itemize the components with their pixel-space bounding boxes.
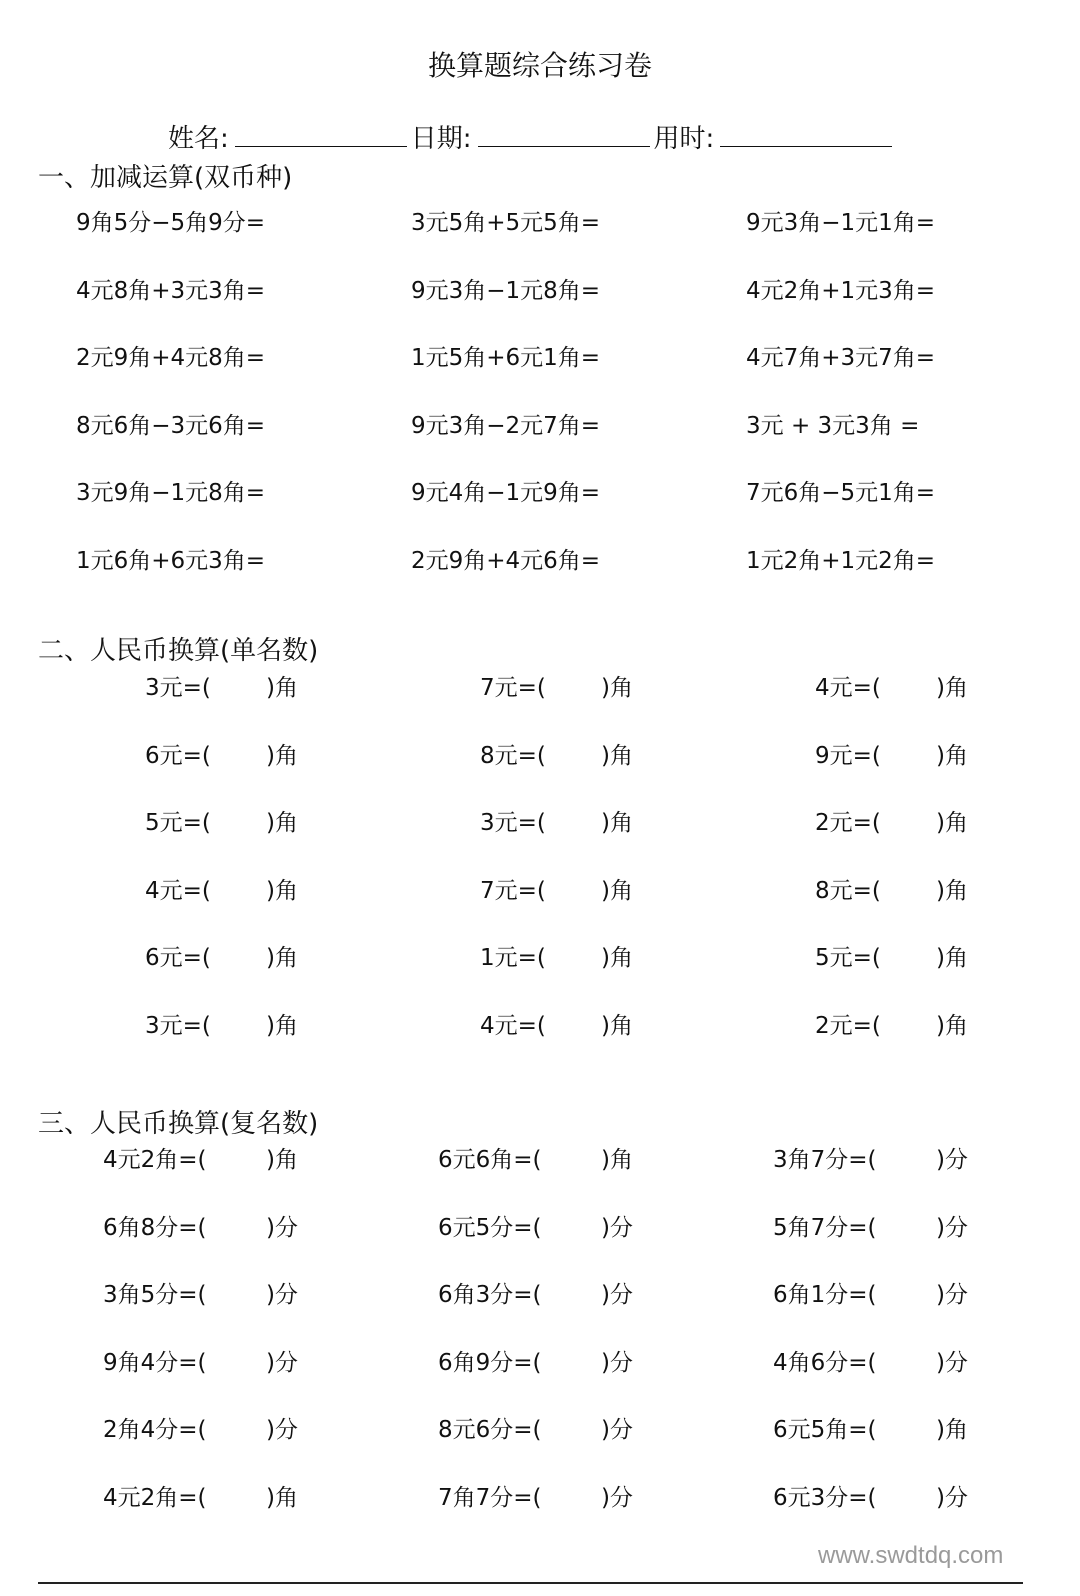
conversion-item <box>773 1411 968 1444</box>
conversion-item <box>145 872 298 905</box>
conversion-item <box>145 1007 298 1040</box>
conversion-unit: )角 <box>601 675 633 701</box>
watermark: www.swdtdq.com <box>812 1540 1009 1572</box>
conversion-item <box>103 1276 298 1309</box>
conversion-unit: )角 <box>266 945 298 971</box>
conversion-unit: )分 <box>936 1484 968 1511</box>
problem-item: 4元2角+1元3角= <box>746 277 936 304</box>
conversion-item <box>480 669 633 702</box>
problem-row <box>0 204 1080 272</box>
conversion-lhs: 6角8分=( <box>103 1214 207 1241</box>
conversion-lhs: 4元2角=( <box>103 1147 207 1173</box>
problem-item: 3元 + 3元3角 = <box>746 412 920 439</box>
conversion-lhs: 8元=( <box>480 742 546 769</box>
section3-problems <box>0 1141 1080 1546</box>
problem-item: 1元2角+1元2角= <box>746 547 936 574</box>
conversion-item <box>815 669 968 702</box>
conversion-unit: )角 <box>266 810 298 836</box>
conversion-unit: )分 <box>601 1349 633 1376</box>
problem-item: 4元8角+3元3角= <box>76 277 266 304</box>
page-title: 换算题综合练习卷 <box>427 49 652 82</box>
section2-problems <box>0 669 1080 1074</box>
conversion-unit: )角 <box>266 1147 298 1173</box>
conversion-item <box>815 939 968 972</box>
date-blank <box>478 120 650 147</box>
conversion-lhs: 6元3分=( <box>773 1484 877 1511</box>
conversion-unit: )分 <box>266 1349 298 1376</box>
problem-row <box>0 804 1080 872</box>
conversion-unit: )分 <box>936 1147 968 1173</box>
conversion-lhs: 2元=( <box>815 810 881 836</box>
problem-row <box>0 939 1080 1007</box>
problem-row <box>0 1411 1080 1479</box>
conversion-unit: )角 <box>266 1012 298 1039</box>
problem-item: 4元7角+3元7角= <box>746 345 936 371</box>
conversion-lhs: 4元=( <box>815 675 881 701</box>
conversion-item <box>773 1141 968 1174</box>
conversion-item <box>438 1276 633 1309</box>
conversion-unit: )分 <box>936 1282 968 1308</box>
conversion-unit: )角 <box>266 1484 298 1511</box>
conversion-unit: )角 <box>936 810 968 836</box>
conversion-unit: )角 <box>266 742 298 769</box>
conversion-item <box>438 1209 633 1242</box>
conversion-unit: )角 <box>936 742 968 769</box>
conversion-item <box>773 1209 968 1242</box>
conversion-lhs: 8元6分=( <box>438 1417 542 1443</box>
conversion-unit: )角 <box>266 877 298 904</box>
conversion-lhs: 3角7分=( <box>773 1147 877 1173</box>
problem-row <box>0 1209 1080 1277</box>
problem-item: 2元9角+4元8角= <box>76 345 266 371</box>
conversion-unit: )角 <box>936 945 968 971</box>
conversion-unit: )分 <box>601 1484 633 1511</box>
problem-item: 9元3角−1元1角= <box>746 210 936 236</box>
conversion-lhs: 9角4分=( <box>103 1349 207 1376</box>
student-info-line <box>168 118 896 155</box>
problem-row <box>0 339 1080 407</box>
conversion-item <box>480 1007 633 1040</box>
conversion-item <box>438 1411 633 1444</box>
bottom-rule <box>38 1582 1023 1584</box>
conversion-lhs: 6元=( <box>145 945 211 971</box>
problem-item: 2元9角+4元6角= <box>411 547 601 574</box>
conversion-lhs: 4角6分=( <box>773 1349 877 1376</box>
name-label: 姓名: <box>168 124 229 154</box>
conversion-unit: )角 <box>601 945 633 971</box>
conversion-unit: )分 <box>266 1282 298 1308</box>
conversion-item <box>438 1479 633 1512</box>
problem-item: 9角5分−5角9分= <box>76 210 266 236</box>
time-label: 用时: <box>653 124 715 154</box>
conversion-lhs: 5元=( <box>145 810 211 836</box>
problem-row <box>0 669 1080 737</box>
conversion-lhs: 7角7分=( <box>438 1484 542 1511</box>
conversion-unit: )分 <box>266 1417 298 1443</box>
conversion-lhs: 3角5分=( <box>103 1282 207 1308</box>
conversion-unit: )分 <box>266 1214 298 1241</box>
problem-row <box>0 1344 1080 1412</box>
conversion-lhs: 3元=( <box>480 810 546 836</box>
conversion-lhs: 9元=( <box>815 742 881 769</box>
problem-item: 9元4角−1元9角= <box>411 480 601 506</box>
conversion-lhs: 5角7分=( <box>773 1214 877 1241</box>
conversion-item <box>145 804 298 837</box>
section3-title: 三、人民币换算(复名数) <box>38 1109 319 1139</box>
conversion-item <box>145 669 298 702</box>
conversion-item <box>438 1344 633 1377</box>
name-blank <box>235 120 407 147</box>
time-blank <box>720 120 892 147</box>
conversion-lhs: 6元5角=( <box>773 1417 877 1443</box>
conversion-unit: )角 <box>936 877 968 904</box>
problem-row <box>0 872 1080 940</box>
problem-item: 9元3角−1元8角= <box>411 277 601 304</box>
conversion-item <box>103 1344 298 1377</box>
conversion-unit: )角 <box>936 1417 968 1443</box>
conversion-item <box>480 804 633 837</box>
problem-row <box>0 474 1080 542</box>
conversion-item <box>145 939 298 972</box>
section1-problems <box>0 204 1080 609</box>
conversion-item <box>815 1007 968 1040</box>
conversion-lhs: 6角9分=( <box>438 1349 542 1376</box>
problem-row <box>0 542 1080 610</box>
problem-item: 8元6角−3元6角= <box>76 412 266 439</box>
conversion-lhs: 2元=( <box>815 1012 881 1039</box>
conversion-item <box>438 1141 633 1174</box>
problem-item: 3元5角+5元5角= <box>411 210 601 236</box>
conversion-lhs: 7元=( <box>480 675 546 701</box>
conversion-lhs: 3元=( <box>145 1012 211 1039</box>
conversion-lhs: 4元2角=( <box>103 1484 207 1511</box>
conversion-item <box>815 872 968 905</box>
conversion-unit: )角 <box>601 877 633 904</box>
conversion-item <box>815 737 968 770</box>
date-label: 日期: <box>410 124 472 154</box>
conversion-lhs: 6角1分=( <box>773 1282 877 1308</box>
conversion-lhs: 6元=( <box>145 742 211 769</box>
conversion-item <box>480 737 633 770</box>
conversion-lhs: 5元=( <box>815 945 881 971</box>
conversion-item <box>103 1479 298 1512</box>
section1-title: 一、加减运算(双币种) <box>38 163 293 193</box>
conversion-lhs: 1元=( <box>480 945 546 971</box>
conversion-item <box>773 1344 968 1377</box>
problem-item: 1元5角+6元1角= <box>411 345 601 371</box>
conversion-lhs: 6元5分=( <box>438 1214 542 1241</box>
problem-item: 9元3角−2元7角= <box>411 412 601 439</box>
conversion-item <box>815 804 968 837</box>
conversion-item <box>145 737 298 770</box>
conversion-item <box>103 1141 298 1174</box>
conversion-unit: )分 <box>936 1214 968 1241</box>
conversion-lhs: 6角3分=( <box>438 1282 542 1308</box>
conversion-lhs: 4元=( <box>480 1012 546 1039</box>
conversion-lhs: 3元=( <box>145 675 211 701</box>
conversion-unit: )分 <box>601 1417 633 1443</box>
conversion-unit: )角 <box>601 810 633 836</box>
conversion-item <box>480 939 633 972</box>
conversion-lhs: 7元=( <box>480 877 546 904</box>
conversion-lhs: 8元=( <box>815 877 881 904</box>
conversion-unit: )分 <box>601 1282 633 1308</box>
conversion-unit: )角 <box>936 1012 968 1039</box>
problem-item: 3元9角−1元8角= <box>76 480 266 506</box>
conversion-item <box>773 1479 968 1512</box>
problem-row <box>0 1276 1080 1344</box>
conversion-unit: )分 <box>601 1214 633 1241</box>
problem-row <box>0 737 1080 805</box>
conversion-lhs: 4元=( <box>145 877 211 904</box>
conversion-unit: )角 <box>936 675 968 701</box>
problem-row <box>0 272 1080 340</box>
conversion-unit: )角 <box>601 1147 633 1173</box>
problem-row <box>0 407 1080 475</box>
conversion-unit: )角 <box>266 675 298 701</box>
conversion-item <box>480 872 633 905</box>
problem-item: 1元6角+6元3角= <box>76 547 266 574</box>
conversion-lhs: 2角4分=( <box>103 1417 207 1443</box>
problem-row <box>0 1141 1080 1209</box>
conversion-item <box>773 1276 968 1309</box>
conversion-unit: )角 <box>601 742 633 769</box>
conversion-item <box>103 1209 298 1242</box>
problem-item: 7元6角−5元1角= <box>746 480 936 506</box>
conversion-item <box>103 1411 298 1444</box>
conversion-unit: )角 <box>601 1012 633 1039</box>
section2-title: 二、人民币换算(单名数) <box>38 636 319 666</box>
problem-row <box>0 1479 1080 1547</box>
problem-row <box>0 1007 1080 1075</box>
conversion-lhs: 6元6角=( <box>438 1147 542 1173</box>
conversion-unit: )分 <box>936 1349 968 1376</box>
